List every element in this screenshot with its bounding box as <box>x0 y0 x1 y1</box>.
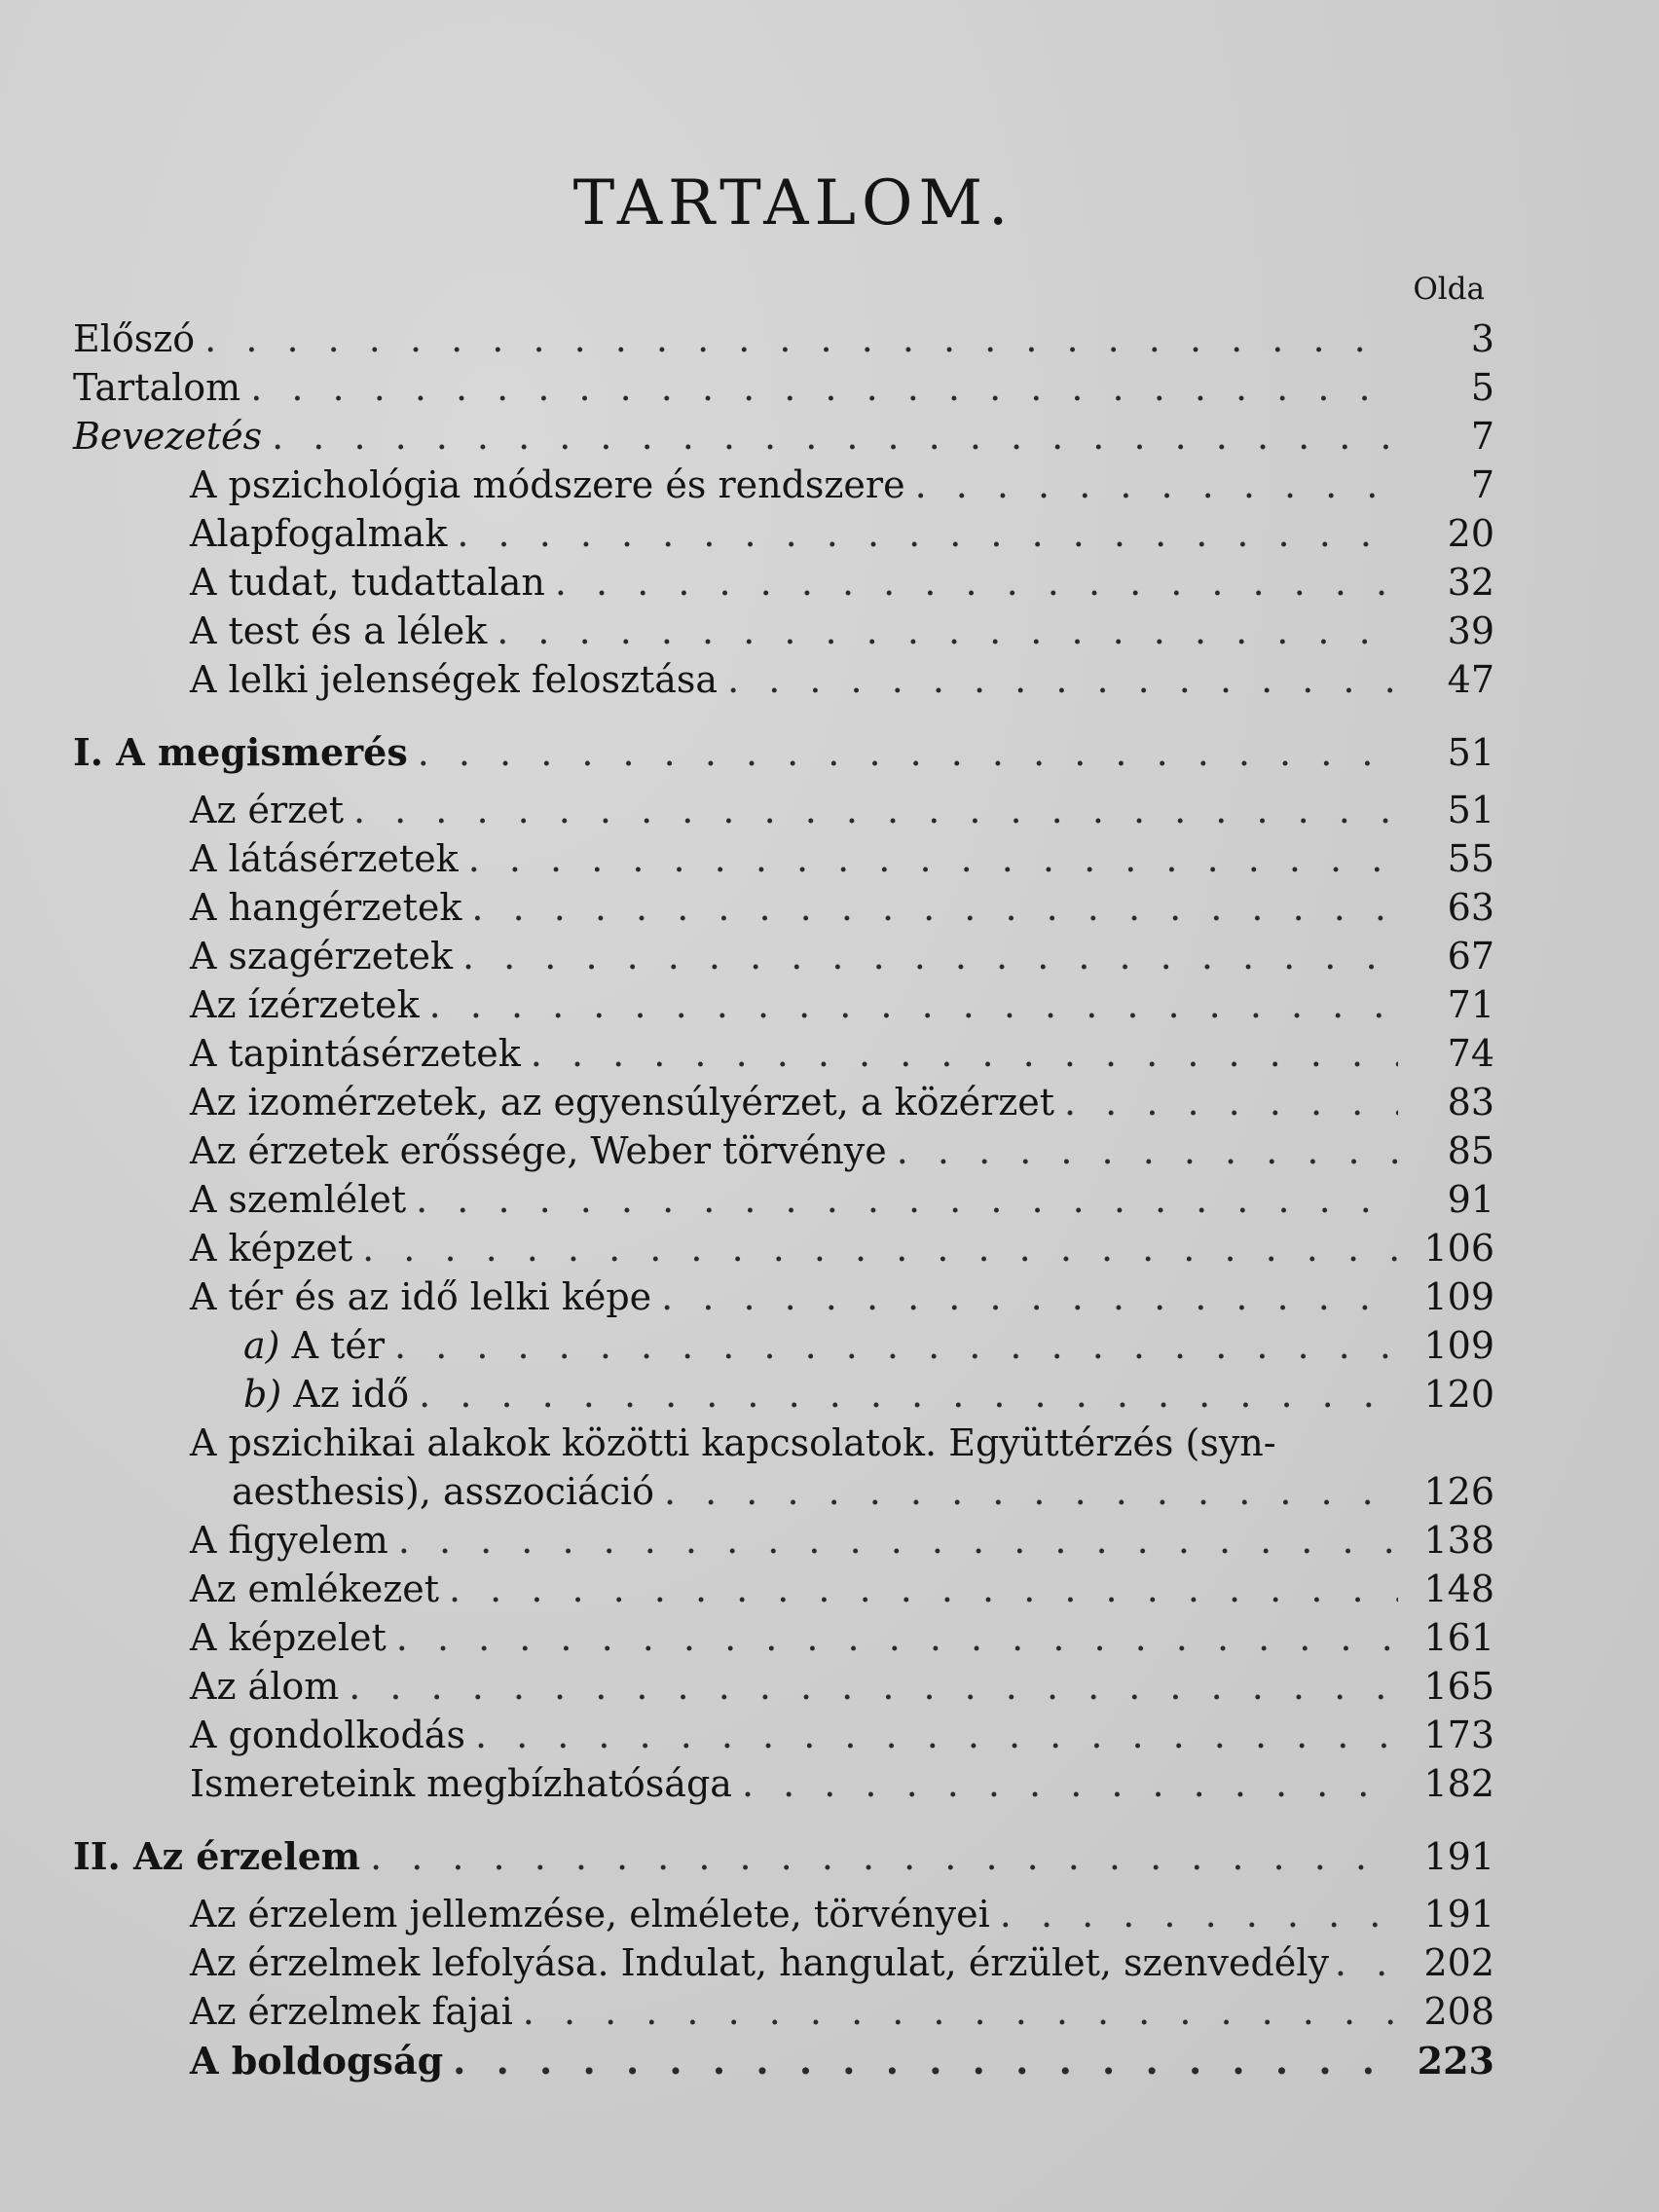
toc-entry-label: A tudat, tudattalan <box>190 561 545 604</box>
dot-leader <box>419 1373 1398 1416</box>
toc-entry-first-line: A pszichikai alakok közötti kapcsolatok. Együttérzés (syn- <box>190 1421 1276 1464</box>
toc-entry-label: A gondolkodás <box>190 1714 465 1756</box>
toc-entry-label: Alapfogalmak <box>190 512 448 555</box>
toc-entry-page: 208 <box>1423 1990 1494 2033</box>
toc-entry-page: 91 <box>1447 1178 1494 1221</box>
dot-leader <box>523 1990 1398 2033</box>
toc-entry <box>190 609 1494 658</box>
toc-entry-page: 165 <box>1423 1665 1494 1708</box>
toc-entry <box>190 1714 1494 1762</box>
dot-leader <box>497 609 1398 652</box>
toc-entry-label: A boldogság <box>190 2039 444 2083</box>
toc-entry-page: 223 <box>1417 2039 1494 2083</box>
dot-leader <box>1000 1893 1398 1936</box>
toc-entry-label: Az ízérzetek <box>190 983 420 1026</box>
toc-entry-label: Ismereteink megbízhatósága <box>190 1762 732 1805</box>
toc-entry-label: A hangérzetek <box>190 886 462 929</box>
toc-entry <box>190 1081 1494 1129</box>
toc-entry-page: 20 <box>1447 512 1494 555</box>
dot-leader <box>453 2039 1398 2083</box>
toc-subentry <box>243 1373 1494 1421</box>
dot-leader <box>468 837 1398 880</box>
dot-leader <box>661 1275 1398 1318</box>
dot-leader <box>471 886 1398 929</box>
toc-entry-label: Az érzet <box>190 789 344 831</box>
toc-entry-continuation <box>232 1470 1494 1519</box>
toc-entry <box>190 789 1494 837</box>
toc-entry-page: 39 <box>1447 609 1494 652</box>
dot-leader <box>204 317 1398 360</box>
toc-entry-label: A pszichológia módszere és rendszere <box>190 463 905 506</box>
toc-subentry-marker: b) <box>243 1373 282 1416</box>
toc-entry-page: 182 <box>1423 1762 1494 1805</box>
toc-entry-label: A tér és az idő lelki képe <box>190 1275 652 1318</box>
toc-entry-label: A szemlélet <box>190 1178 407 1221</box>
toc-entry <box>190 1941 1494 1990</box>
toc-entry-page: 138 <box>1423 1519 1494 1562</box>
toc-entry-page: 109 <box>1423 1324 1494 1367</box>
toc-entry-label: aesthesis), asszociáció <box>232 1470 654 1513</box>
toc-entry-page: 5 <box>1470 366 1494 409</box>
toc-section-heading <box>73 1834 1494 1883</box>
page-column-header: Olda <box>1413 272 1485 307</box>
dot-leader <box>664 1470 1398 1513</box>
page-title: TARTALOM. <box>572 167 1014 240</box>
dot-leader <box>475 1714 1398 1756</box>
toc-entry-page: 161 <box>1423 1616 1494 1659</box>
toc-entry <box>190 1227 1494 1275</box>
toc-entry-page: 148 <box>1423 1567 1494 1610</box>
toc-entry <box>190 1567 1494 1616</box>
toc-subentry-text: A tér <box>291 1324 386 1367</box>
toc-entry-label: A test és a lélek <box>190 609 488 652</box>
dot-leader <box>462 935 1398 977</box>
toc-section-heading <box>73 730 1494 779</box>
dot-leader <box>555 561 1398 604</box>
dot-leader <box>1335 1941 1404 1984</box>
dot-leader <box>362 1227 1398 1270</box>
toc-entry <box>190 561 1494 609</box>
toc-subentry-text: Az idő <box>293 1373 410 1416</box>
toc-entry <box>190 512 1494 561</box>
toc-entry-label: Tartalom <box>73 366 241 409</box>
toc-entry-label: Az érzelmek lefolyása. Indulat, hangulat, érzület, szenvedély <box>190 1941 1329 1984</box>
toc-subentry-marker: a) <box>243 1324 280 1367</box>
dot-leader <box>915 463 1398 506</box>
toc-entry-page: 32 <box>1447 561 1494 604</box>
toc-entry-label: II. Az érzelem <box>73 1834 361 1878</box>
dot-leader <box>370 1835 1398 1878</box>
toc-entry-page: 51 <box>1447 789 1494 831</box>
toc-entry-page: 7 <box>1470 415 1494 458</box>
dot-leader <box>349 1665 1398 1708</box>
toc-entry-page: 202 <box>1423 1941 1494 1984</box>
toc-entry <box>190 1665 1494 1714</box>
toc-entry <box>73 317 1494 366</box>
toc-entry-label: Az álom <box>190 1665 340 1708</box>
dot-leader <box>418 731 1398 774</box>
toc-entry-page: 71 <box>1447 983 1494 1026</box>
toc-entry-page: 191 <box>1423 1893 1494 1936</box>
toc-entry <box>190 1519 1494 1567</box>
toc-entry-label: A szagérzetek <box>190 935 453 977</box>
dot-leader <box>897 1129 1398 1172</box>
toc-entry <box>190 1616 1494 1665</box>
dot-leader <box>727 658 1398 701</box>
toc-entry-page: 51 <box>1447 731 1494 774</box>
toc-entry <box>190 1129 1494 1178</box>
toc-entry-label: Az érzelmek fajai <box>190 1990 513 2033</box>
toc-entry-page: 47 <box>1447 658 1494 701</box>
dot-leader <box>353 789 1398 831</box>
toc-entry-page: 173 <box>1423 1714 1494 1756</box>
toc-entry-label <box>243 1324 385 1367</box>
toc-entry <box>190 935 1494 983</box>
toc-entry-label: A lelki jelenségek felosztása <box>190 658 719 701</box>
toc-entry-page: 55 <box>1447 837 1494 880</box>
dot-leader <box>531 1032 1398 1075</box>
toc-entry-page: 126 <box>1423 1470 1494 1513</box>
toc-entry-label <box>243 1373 409 1416</box>
toc-entry <box>73 366 1494 415</box>
toc-entry-label: A tapintásérzetek <box>190 1032 521 1075</box>
toc-entry <box>73 415 1494 463</box>
toc-entry-page: 7 <box>1470 463 1494 506</box>
toc-entry <box>190 1032 1494 1081</box>
toc-entry <box>190 886 1494 935</box>
dot-leader <box>457 512 1398 555</box>
toc-subentry <box>243 1324 1494 1373</box>
toc-entry <box>190 658 1494 707</box>
dot-leader <box>250 366 1398 409</box>
toc-entry-page: 83 <box>1447 1081 1494 1124</box>
toc-entry-page: 120 <box>1423 1373 1494 1416</box>
toc-entry-label: Az emlékezet <box>190 1567 439 1610</box>
toc-entry <box>190 1893 1494 1941</box>
dot-leader <box>272 415 1398 458</box>
dot-leader <box>742 1762 1398 1805</box>
toc-entry-label: Előszó <box>73 317 196 360</box>
toc-entry-page: 109 <box>1423 1275 1494 1318</box>
toc-entry-label: A figyelem <box>190 1519 388 1562</box>
toc-entry-label: I. A megismerés <box>73 730 408 774</box>
toc-entry-label: A képzelet <box>190 1616 387 1659</box>
toc-entry-label: Bevezetés <box>73 415 263 458</box>
toc-entry <box>190 983 1494 1032</box>
toc-entry-page: 106 <box>1423 1227 1494 1270</box>
toc-entry <box>190 1762 1494 1811</box>
toc-entry <box>190 837 1494 886</box>
toc-entry <box>190 2039 1494 2087</box>
dot-leader <box>1064 1081 1398 1124</box>
toc-entry-page: 67 <box>1447 935 1494 977</box>
toc-entry-label: A képzet <box>190 1227 353 1270</box>
toc-entry-label: Az izomérzetek, az egyensúlyérzet, a közérzet <box>190 1081 1055 1124</box>
toc-entry-page: 3 <box>1470 317 1494 360</box>
dot-leader <box>416 1178 1398 1221</box>
table-of-contents <box>73 0 1494 2212</box>
toc-entry <box>190 1178 1494 1227</box>
dot-leader <box>398 1519 1398 1562</box>
toc-entry <box>190 1990 1494 2039</box>
dot-leader <box>449 1567 1398 1610</box>
toc-entry-label: Az érzetek erőssége, Weber törvénye <box>190 1129 887 1172</box>
toc-entry <box>190 1275 1494 1324</box>
toc-entry-page: 85 <box>1447 1129 1494 1172</box>
toc-entry-label: A látásérzetek <box>190 837 459 880</box>
toc-entry-page: 74 <box>1447 1032 1494 1075</box>
dot-leader <box>394 1324 1398 1367</box>
toc-entry-page: 63 <box>1447 886 1494 929</box>
toc-entry-label: Az érzelem jellemzése, elmélete, törvényei <box>190 1893 990 1936</box>
toc-entry <box>190 463 1494 512</box>
toc-entry-page: 191 <box>1423 1835 1494 1878</box>
dot-leader <box>429 983 1398 1026</box>
dot-leader <box>396 1616 1398 1659</box>
